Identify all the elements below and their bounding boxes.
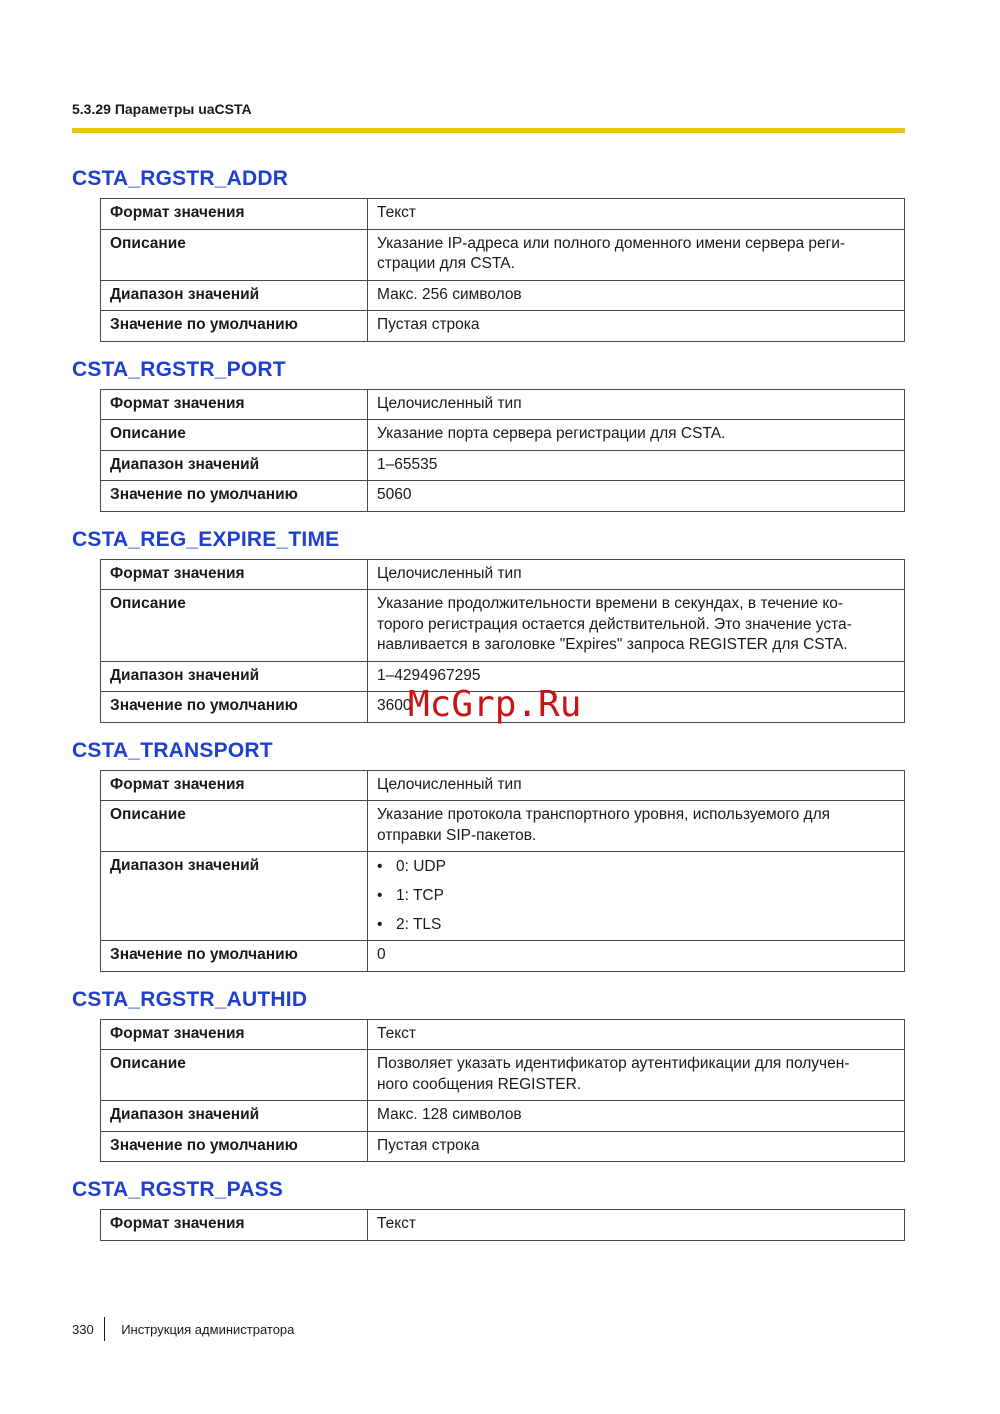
parameter-title: CSTA_RGSTR_PASS xyxy=(72,1178,284,1201)
watermark: McGrp.Ru xyxy=(408,684,582,725)
bullet-icon: • xyxy=(377,858,383,875)
field-label: Значение по умолчанию xyxy=(101,941,368,972)
page-number: 330 xyxy=(72,1321,94,1337)
parameter-title: CSTA_RGSTR_ADDR xyxy=(72,167,289,190)
field-label: Описание xyxy=(101,1050,368,1101)
field-value: Целочисленный тип xyxy=(368,770,905,801)
field-label: Формат значения xyxy=(101,389,368,420)
table-row xyxy=(101,801,905,852)
list-item xyxy=(377,885,895,914)
table-row xyxy=(101,770,905,801)
field-value: Позволяет указать идентификатор аутентификации для получен- ного сообщения REGISTER. xyxy=(368,1050,905,1101)
parameter-table xyxy=(100,770,905,972)
field-label: Описание xyxy=(101,229,368,280)
field-label: Описание xyxy=(101,590,368,662)
field-value: Пустая строка xyxy=(368,311,905,342)
field-label: Диапазон значений xyxy=(101,852,368,941)
field-value: Текст xyxy=(368,199,905,230)
field-value: 1–65535 xyxy=(368,450,905,481)
table-row xyxy=(101,1210,905,1241)
list-item-text: 0: UDP xyxy=(396,858,446,875)
field-value: 0 xyxy=(368,941,905,972)
parameter-section xyxy=(72,985,905,1163)
list-item xyxy=(377,914,895,935)
table-row xyxy=(101,280,905,311)
table-row xyxy=(101,941,905,972)
field-label: Диапазон значений xyxy=(101,450,368,481)
table-row xyxy=(101,481,905,512)
table-row xyxy=(101,1019,905,1050)
field-label: Диапазон значений xyxy=(101,661,368,692)
field-label: Значение по умолчанию xyxy=(101,1131,368,1162)
field-value: Указание IP-адреса или полного доменного имени сервера реги- страции для CSTA. xyxy=(368,229,905,280)
parameter-title: CSTA_TRANSPORT xyxy=(72,738,273,762)
table-row xyxy=(101,852,905,941)
field-value: Текст xyxy=(368,1210,905,1241)
field-value: Макс. 256 символов xyxy=(368,280,905,311)
table-row xyxy=(101,1101,905,1132)
field-label: Диапазон значений xyxy=(101,280,368,311)
field-value: Текст xyxy=(368,1019,905,1050)
field-value: Целочисленный тип xyxy=(368,389,905,420)
field-label: Формат значения xyxy=(101,770,368,801)
table-row xyxy=(101,389,905,420)
page-footer xyxy=(72,1316,294,1342)
table-row xyxy=(101,199,905,230)
field-value: 3600 xyxy=(368,692,905,723)
value-list xyxy=(377,856,895,935)
field-label: Диапазон значений xyxy=(101,1101,368,1132)
field-label: Описание xyxy=(101,420,368,451)
field-value: Указание порта сервера регистрации для CSTA. xyxy=(368,420,905,451)
field-value: Указание продолжительности времени в секундах, в течение ко- торого регистрация остается действительной. Это значение уста- навливается в заголовке "Expires" запроса REGISTER для CSTA. xyxy=(368,590,905,662)
field-value: Указание протокола транспортного уровня, используемого для отправки SIP-пакетов. xyxy=(368,801,905,852)
field-label: Формат значения xyxy=(101,1210,368,1241)
field-value: Целочисленный тип xyxy=(368,559,905,590)
parameter-title: CSTA_RGSTR_PORT xyxy=(72,357,286,381)
table-row xyxy=(101,311,905,342)
parameter-table xyxy=(100,1019,905,1163)
parameter-title: CSTA_REG_EXPIRE_TIME xyxy=(72,527,340,551)
field-label: Значение по умолчанию xyxy=(101,481,368,512)
field-label: Формат значения xyxy=(101,559,368,590)
parameter-section xyxy=(72,355,905,512)
parameter-section xyxy=(72,736,905,972)
bullet-icon: • xyxy=(377,916,383,933)
section-header: 5.3.29 Параметры uaCSTA xyxy=(72,101,252,117)
table-row xyxy=(101,229,905,280)
field-value: 1–4294967295 xyxy=(368,661,905,692)
field-value: Макс. 128 символов xyxy=(368,1101,905,1132)
field-value xyxy=(368,852,905,941)
field-label: Значение по умолчанию xyxy=(101,692,368,723)
table-row xyxy=(101,590,905,662)
document-title: Инструкция администратора xyxy=(121,1321,295,1337)
field-label: Формат значения xyxy=(101,1019,368,1050)
table-row xyxy=(101,559,905,590)
table-row xyxy=(101,1050,905,1101)
table-row xyxy=(101,420,905,451)
field-label: Формат значения xyxy=(101,199,368,230)
parameter-table xyxy=(100,1209,905,1241)
field-value: 5060 xyxy=(368,481,905,512)
bullet-icon: • xyxy=(377,887,383,904)
list-item-text: 1: TCP xyxy=(396,887,444,904)
parameter-table xyxy=(100,198,905,342)
list-item-text: 2: TLS xyxy=(396,916,442,933)
parameter-section xyxy=(72,164,905,342)
footer-divider xyxy=(104,1317,106,1341)
field-label: Значение по умолчанию xyxy=(101,311,368,342)
field-value: Пустая строка xyxy=(368,1131,905,1162)
parameter-title: CSTA_RGSTR_AUTHID xyxy=(72,987,308,1011)
field-label: Описание xyxy=(101,801,368,852)
list-item xyxy=(377,856,895,885)
parameter-section xyxy=(72,1175,905,1241)
header-rule xyxy=(72,128,905,133)
parameter-table xyxy=(100,389,905,512)
table-row xyxy=(101,1131,905,1162)
table-row xyxy=(101,450,905,481)
